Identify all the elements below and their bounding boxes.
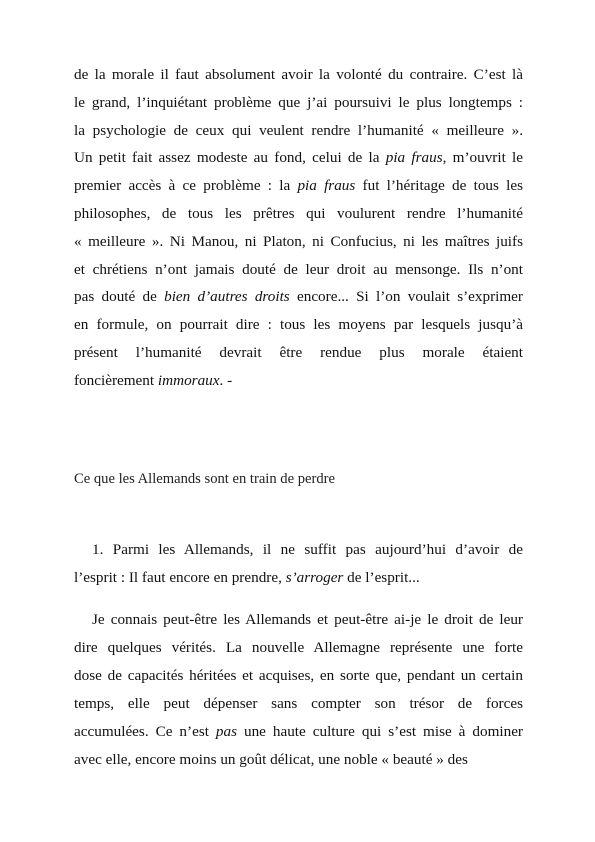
text-segment: encore... Si l’on voulait s’exprimer: [289, 288, 523, 306]
text-segment: en formule, on pourrait dire : tous les moyens par lesquels jusqu’à: [74, 316, 523, 334]
text-segment: temps, elle peut dépenser sans compter son trésor de forces: [74, 695, 523, 712]
text-line: [74, 122, 523, 140]
italic-text: immoraux: [157, 371, 220, 389]
text-line: [92, 611, 523, 629]
text-line: [74, 639, 523, 657]
text-segment: fut l’héritage de tous les: [355, 177, 524, 195]
italic-text: bien d’autres droits: [164, 288, 290, 306]
text-line: [74, 723, 523, 741]
text-line: [92, 541, 523, 559]
italic-text: pas: [215, 723, 238, 740]
text-line: [74, 316, 523, 334]
text-segment: pas douté de: [74, 288, 165, 306]
text-segment: premier accès à ce problème : la: [74, 177, 298, 195]
italic-text: pia fraus: [385, 149, 443, 167]
text-line: [74, 344, 523, 362]
text-line: [74, 288, 523, 306]
text-segment: et chrétiens n’ont jamais douté de leur droit au mensonge. Ils n’ont: [74, 260, 523, 278]
text-segment: . -: [219, 371, 233, 389]
text-segment: la psychologie de ceux qui veulent rendre l’humanité « meilleure ».: [74, 121, 523, 139]
text-segment: une haute culture qui s’est mise à dominer: [237, 723, 523, 740]
text-segment: philosophes, de tous les prêtres qui voulurent rendre l’humanité: [74, 205, 523, 222]
text-line: [74, 149, 523, 167]
text-line: [74, 751, 523, 769]
text-segment: l’esprit : Il faut encore en prendre,: [74, 568, 286, 586]
text-segment: de l’esprit...: [343, 568, 420, 586]
text-segment: présent l’humanité devrait être rendue plus morale étaient: [74, 344, 523, 361]
italic-text: pia fraus: [297, 177, 356, 195]
text-segment: foncièrement: [74, 371, 158, 389]
text-segment: Un petit fait assez modeste au fond, celui de la: [74, 149, 386, 167]
text-segment: avec elle, encore moins un goût délicat, une noble « beauté » des: [74, 751, 468, 768]
text-segment: dire quelques vérités. La nouvelle Allemagne représente une forte: [74, 639, 523, 656]
text-segment: accumulées. Ce n’est: [74, 723, 216, 740]
text-segment: de la morale il faut absolument avoir la volonté du contraire. C’est là: [74, 66, 523, 83]
text-line: [74, 66, 523, 84]
text-line: [74, 233, 523, 251]
text-line: [74, 667, 523, 685]
italic-text: s’arroger: [285, 568, 344, 586]
text-segment: « meilleure ». Ni Manou, ni Platon, ni Confucius, ni les maîtres juifs: [74, 232, 523, 250]
text-segment: dose de capacités héritées et acquises, en sorte que, pendant un certain: [74, 667, 523, 684]
text-line: [74, 94, 523, 112]
section-heading: Ce que les Allemands sont en train de perdre: [74, 471, 335, 487]
text-line: [74, 261, 523, 279]
text-segment: 1. Parmi les Allemands, il ne suffit pas aujourd’hui d’avoir de: [92, 541, 523, 558]
text-segment: Je connais peut-être les Allemands et peut-être ai-je le droit de leur: [92, 611, 523, 628]
text-line: [74, 569, 523, 587]
text-segment: le grand, l’inquiétant problème que j’ai poursuivi le plus longtemps :: [74, 93, 523, 111]
text-segment: , m’ouvrit le: [442, 149, 524, 167]
text-line: [74, 205, 523, 223]
text-line: [74, 372, 523, 390]
text-line: [74, 695, 523, 713]
text-line: [74, 177, 523, 195]
